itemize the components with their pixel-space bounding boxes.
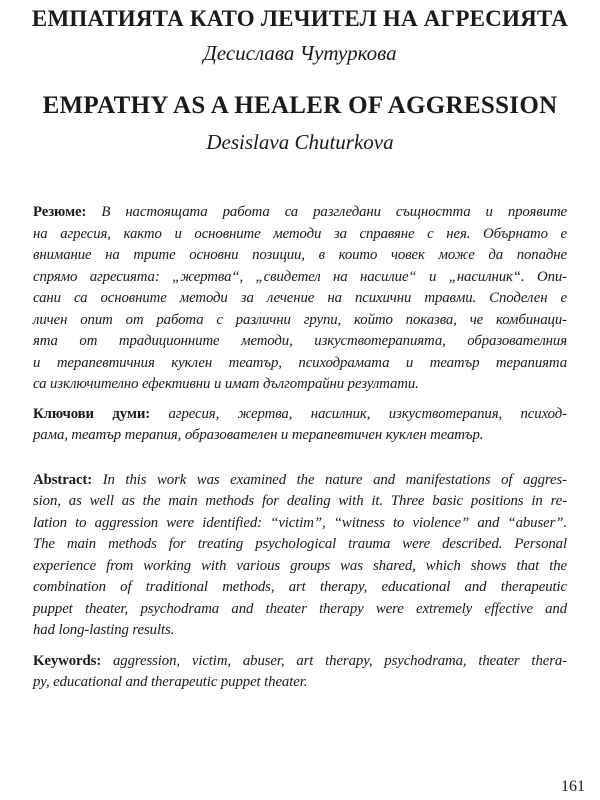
author-english: Desislava Chuturkova [206,130,394,154]
text-line: had long-lasting results. [33,622,175,638]
text-line: Резюме: В настоящата работа са разгледани същността и проявите [33,204,567,220]
text-line: личен опит от работа с различни групи, който показва, че комбинаци- [33,311,567,328]
text-line: рама, театър терапия, образователен и терапевтичен куклен театър. [33,427,484,443]
text-line: experience from working with various groups was shared, which shows that the [33,557,567,574]
page-number: 161 [561,778,585,795]
section-label: Резюме: [33,204,87,220]
text-line: са изключително ефективни и имат дълготрайни резултати. [33,376,419,392]
text-line: на агресия, както и основните методи за справяне с нея. Обърнато е [33,225,567,242]
section-abstract-english [33,470,567,642]
text-line: внимание на трите основни позиции, в които човек може да попадне [33,247,567,263]
section-keywords-bulgarian [33,404,567,447]
author-bulgarian: Десислава Чутуркова [203,41,397,65]
page-body [33,202,567,694]
title-bulgarian: ЕМПАТИЯТА КАТО ЛЕЧИТЕЛ НА АГРЕСИЯТА [31,6,569,31]
text-line: Ключови думи: агресия, жертва, насилник, изкуствотерапия, психод- [33,405,567,422]
text-line: сани са основните методи за лечение на психични травми. Споделен е [33,290,567,306]
text-line: ята от традиционните методи, изкуствотерапията, образователния [33,333,567,349]
text-line: sion, as well as the main methods for dealing with it. Three basic positions in re- [33,493,567,509]
text-line: Abstract: In this work was examined the nature and manifestations of aggres- [33,471,567,488]
section-label: Abstract: [33,471,93,488]
title-english: EMPATHY AS A HEALER OF AGGRESSION [42,92,558,119]
section-label: Keywords: [33,652,102,669]
text-line: Keywords: aggression, victim, abuser, art therapy, psychodrama, theater thera- [33,652,567,669]
text-line: спрямо агресията: „жертва“, „свидетел на насилие“ и „насилник“. Опи- [33,268,567,285]
text-line: и терапевтичния куклен театър, психодрамата и театър терапията [33,354,567,371]
text-line: puppet theater, psychodrama and theater therapy were extremely effective and [33,600,567,617]
section-abstract-bulgarian [33,202,567,396]
section-label: Ключови думи: [33,405,151,422]
section-keywords-english [33,651,567,694]
text-line: lation to aggression were identified: “victim”, “witness to violence” and “abuser”. [33,514,567,531]
text-line: py, educational and therapeutic puppet theater. [33,674,308,690]
text-line: The main methods for treating psychological trauma were described. Personal [33,536,567,552]
text-line: combination of traditional methods, art therapy, educational and therapeutic [33,579,567,595]
